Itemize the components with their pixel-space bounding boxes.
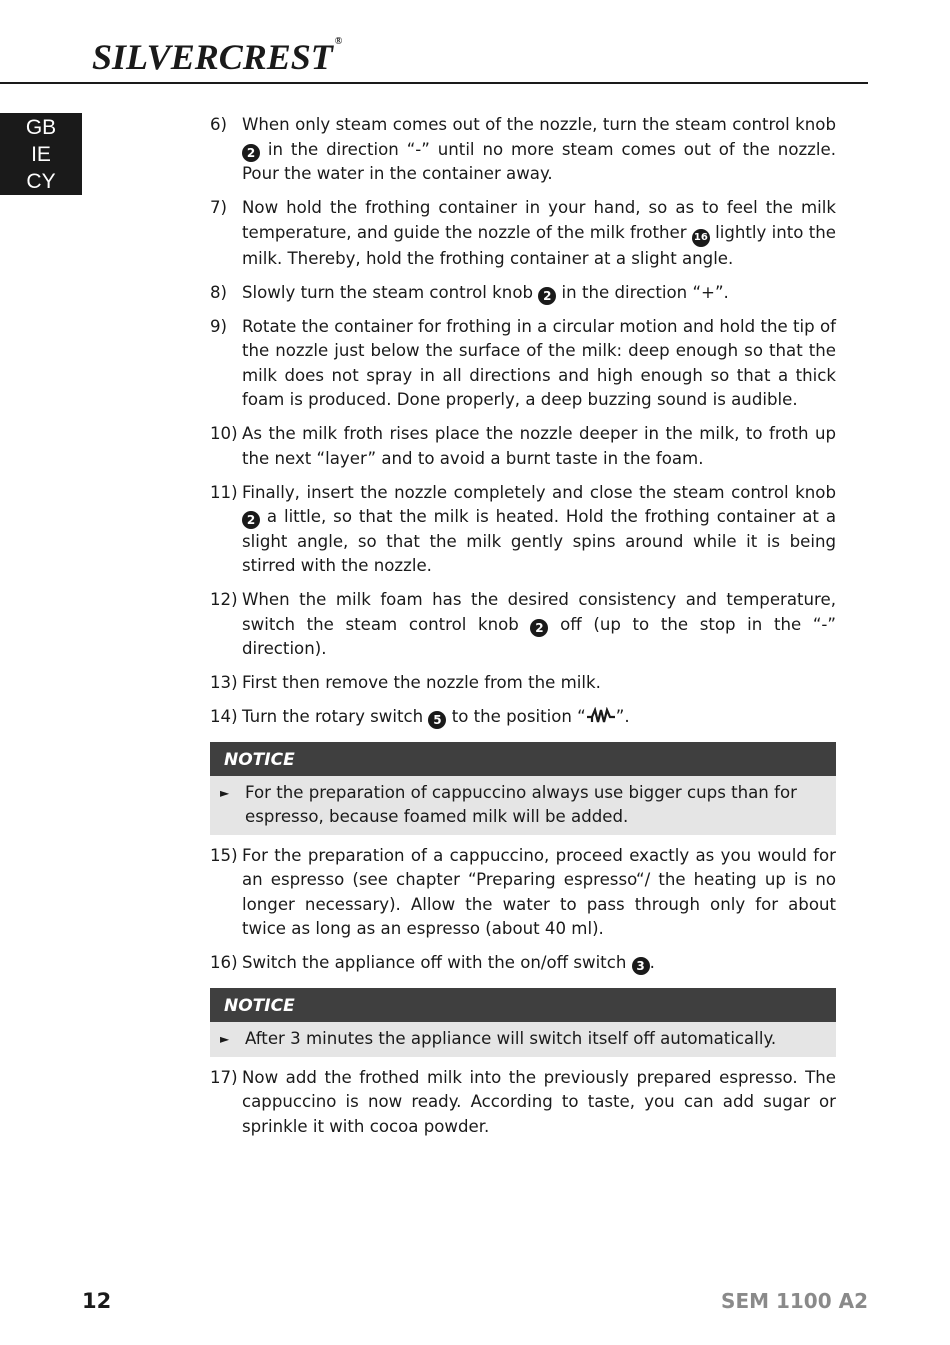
bullet-arrow-icon: ►	[220, 785, 230, 800]
notice-title: NOTICE	[210, 988, 836, 1022]
step-item	[210, 951, 836, 976]
step-text-fragment: a little, so that the milk is heated. Hold the frothing container at a slight angle, so that the milk gently spins around while it is being stirred with the nozzle.	[242, 507, 836, 575]
step-number: 12)	[210, 590, 238, 609]
step-number: 15)	[210, 845, 238, 865]
step-number: 10)	[210, 424, 238, 443]
step-text-fragment: Rotate the container for frothing in a circular motion and hold the tip of the nozzle just below the surface of the milk: deep enough so that the milk does not spray in all directions and high enough so that a thick foam is produced. Done properly, a deep buzzing sound is audible.	[242, 316, 836, 409]
steam-symbol-icon	[586, 707, 616, 725]
part-number-badge: 2	[242, 144, 260, 162]
step-text	[242, 315, 836, 413]
part-number-badge: 2	[538, 287, 556, 305]
step-text-fragment: Switch the appliance off with the on/off switch	[242, 953, 632, 972]
step-text	[242, 844, 836, 942]
notice-text: After 3 minutes the appliance will switch itself off automatically.	[245, 1028, 777, 1048]
step-text-fragment: For the preparation of a cappuccino, proceed exactly as you would for an espresso (see chapter “Preparing espresso“/ the heating up is no longer necessary). Allow the water to pass through only for about twice as long as an espresso (about 40 ml).	[242, 845, 836, 938]
step-item	[210, 844, 836, 942]
step-number: 13)	[210, 673, 238, 692]
part-number-badge: 2	[242, 511, 260, 529]
step-text-fragment: lightly into the milk. Thereby, hold the frothing container at a slight angle.	[242, 222, 836, 268]
step-text	[242, 1066, 836, 1140]
header-rule	[0, 82, 868, 84]
notice-text: For the preparation of cappuccino always use bigger cups than for espresso, because foamed milk will be added.	[245, 782, 797, 826]
step-text-fragment: ”.	[615, 707, 630, 726]
part-number-badge: 2	[530, 619, 548, 637]
step-text-fragment: in the direction “-” until no more steam comes out of the nozzle. Pour the water in the container away.	[242, 139, 836, 183]
notice-body	[210, 776, 836, 835]
language-code: CY	[26, 169, 56, 193]
step-text	[242, 113, 836, 187]
language-code: GB	[25, 115, 57, 139]
notice-body	[210, 1022, 836, 1057]
step-number: 7)	[210, 198, 228, 217]
step-number: 17)	[210, 1067, 238, 1087]
step-text	[242, 281, 836, 306]
step-item	[210, 113, 836, 187]
step-text-fragment: to the position “	[446, 707, 586, 726]
step-text	[242, 481, 836, 579]
step-number: 16)	[210, 953, 238, 972]
step-item	[210, 422, 836, 471]
step-item	[210, 481, 836, 579]
step-item	[210, 315, 836, 413]
bullet-arrow-icon: ►	[220, 1031, 230, 1046]
model-number: SEM 1100 A2	[721, 1289, 868, 1313]
step-number: 14)	[210, 707, 238, 726]
step-text-fragment: Now add the frothed milk into the previously prepared espresso. The cappuccino is now ready. According to taste, you can add sugar or sprinkle it with cocoa powder.	[242, 1067, 836, 1136]
notice-title: NOTICE	[210, 742, 836, 776]
step-text-fragment: Slowly turn the steam control knob	[242, 282, 539, 302]
step-text-fragment: As the milk froth rises place the nozzle deeper in the milk, to froth up the next “layer” and to avoid a burnt taste in the foam.	[242, 424, 836, 468]
step-text-fragment: First then remove the nozzle from the milk.	[242, 673, 601, 692]
part-number-badge: 16	[692, 229, 710, 247]
step-item	[210, 671, 836, 696]
steps-list	[210, 844, 836, 976]
step-item	[210, 196, 836, 271]
page-number: 12	[82, 1289, 112, 1313]
step-text-fragment: When only steam comes out of the nozzle, turn the steam control knob	[242, 115, 836, 134]
step-number: 8)	[210, 282, 228, 302]
step-text-fragment: Turn the rotary switch	[242, 707, 429, 726]
registered-mark: ®	[334, 36, 343, 47]
step-text	[242, 671, 836, 696]
step-text	[242, 705, 836, 730]
step-text	[242, 951, 836, 976]
instructions-content	[210, 113, 836, 1149]
part-number-badge: 3	[632, 957, 650, 975]
step-item	[210, 281, 836, 306]
step-number: 6)	[210, 115, 228, 134]
step-item	[210, 588, 836, 662]
step-text-fragment: When the milk foam has the desired consistency and temperature, switch the steam control knob	[242, 590, 836, 634]
brand-logo	[92, 36, 342, 78]
step-text	[242, 196, 836, 271]
step-item	[210, 705, 836, 730]
step-text-fragment: Finally, insert the nozzle completely and close the steam control knob	[242, 482, 836, 502]
step-text-fragment: in the direction “+”.	[556, 282, 729, 302]
steps-list	[210, 113, 836, 730]
step-text	[242, 422, 836, 471]
brand-logo-text: SILVERCREST	[92, 37, 333, 77]
step-text-fragment: .	[649, 953, 655, 972]
notice-box	[210, 742, 836, 835]
step-number: 9)	[210, 316, 228, 336]
step-text-fragment: off (up to the stop in the “-” direction).	[242, 614, 837, 658]
steps-list	[210, 1066, 836, 1140]
step-text-fragment: Now hold the frothing container in your hand, so as to feel the milk temperature, and guide the nozzle of the milk frother	[242, 198, 836, 242]
step-number: 11)	[210, 482, 238, 502]
step-text	[242, 588, 836, 662]
part-number-badge: 5	[428, 711, 446, 729]
language-code: IE	[31, 142, 51, 166]
language-tab	[0, 113, 82, 195]
notice-box	[210, 988, 836, 1057]
step-item	[210, 1066, 836, 1140]
